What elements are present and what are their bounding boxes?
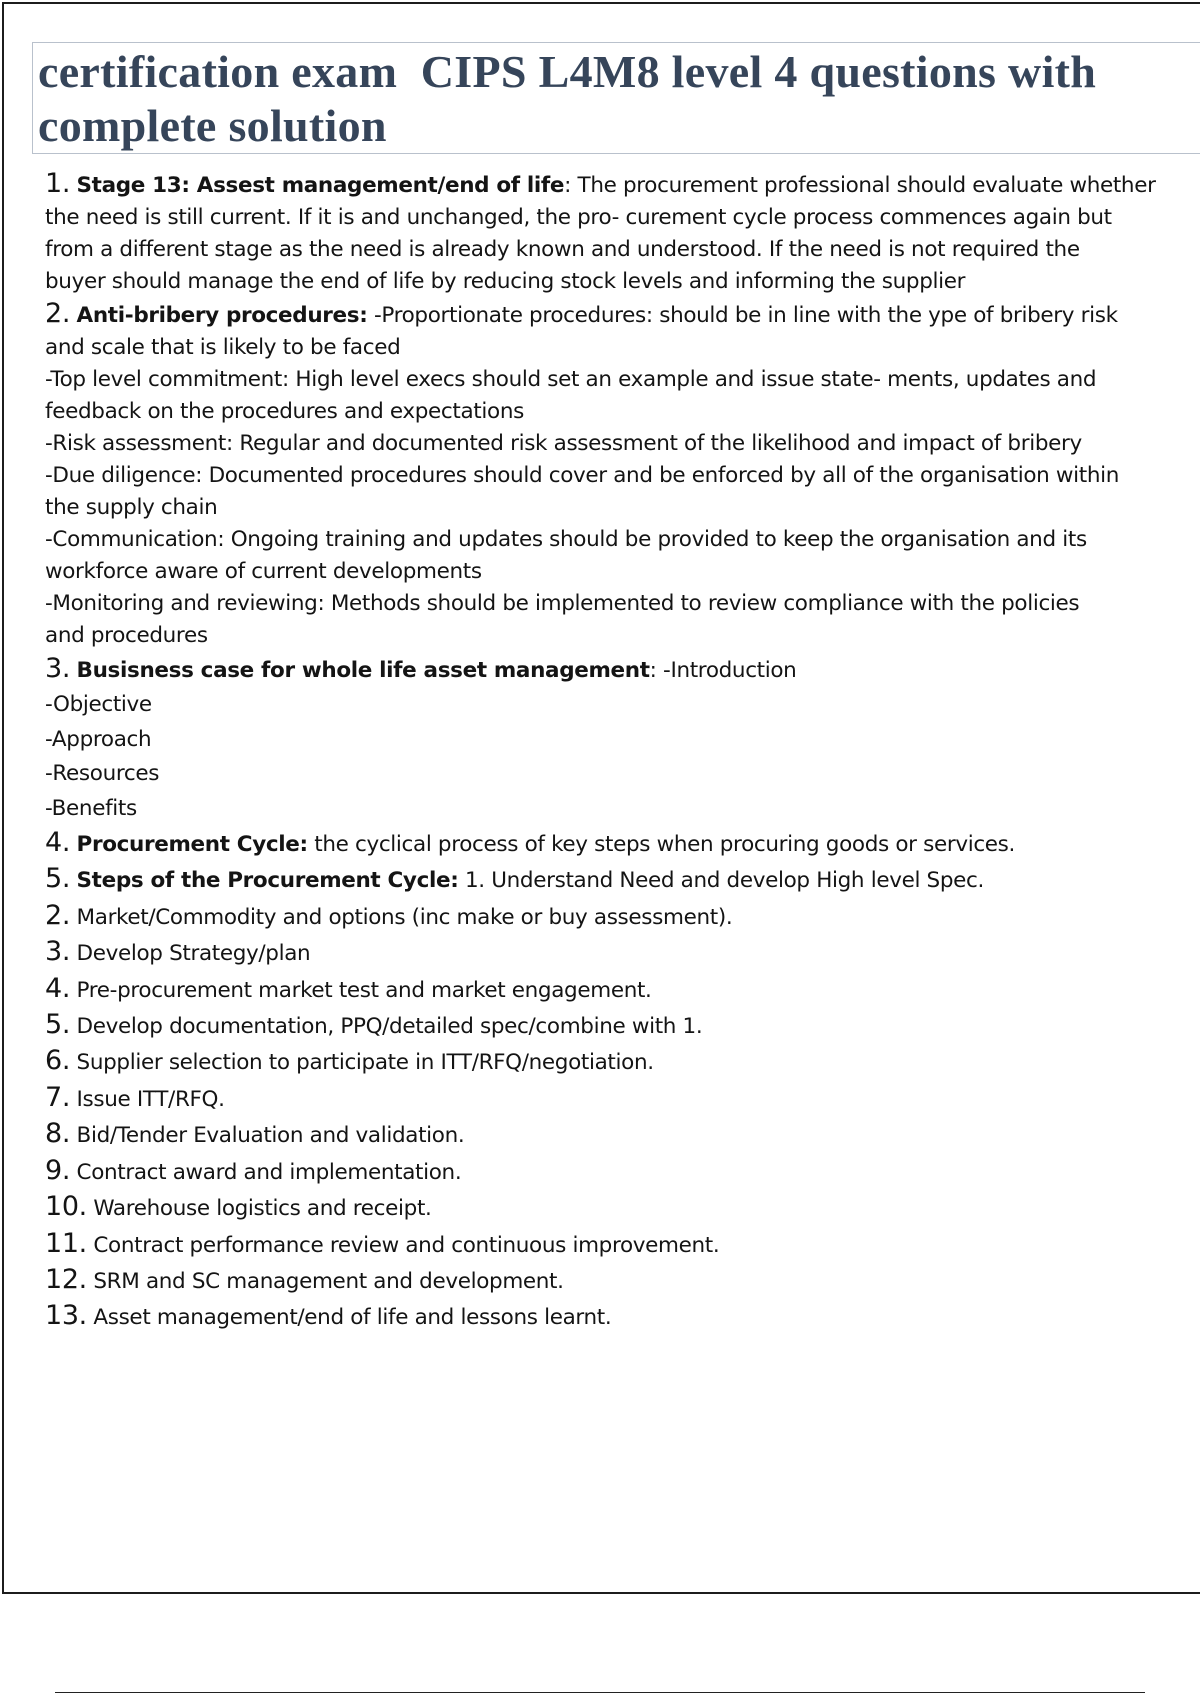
question-list xyxy=(45,168,1195,1336)
step-11 xyxy=(45,1227,1195,1263)
step-number: 12. xyxy=(45,1263,87,1295)
question-2 xyxy=(45,298,1195,652)
question-3 xyxy=(45,652,1195,826)
answer-text: -Risk assessment: Regular and documented risk assessment of the likelihood and impact of bribery xyxy=(45,431,1082,456)
answer-text: -Communication: Ongoing training and updates should be provided to keep the organisation and its xyxy=(45,527,1087,552)
step-number: 5. xyxy=(45,1009,71,1041)
title-box xyxy=(32,42,1200,154)
step-text: Issue ITT/RFQ. xyxy=(76,1086,225,1112)
title-line-2: complete solution xyxy=(38,100,387,151)
step-number: 9. xyxy=(45,1154,71,1186)
answer-text: feedback on the procedures and expectations xyxy=(45,399,524,424)
answer-text: and scale that is likely to be faced xyxy=(45,335,401,360)
question-term: Stage 13: Assest management/end of life xyxy=(76,173,565,198)
term-separator: : xyxy=(649,658,657,683)
step-number: 13. xyxy=(45,1300,87,1332)
step-number: 2. xyxy=(45,899,71,931)
answer-text: from a different stage as the need is already known and understood. If the need is not required the xyxy=(45,237,1080,262)
question-number: 4. xyxy=(45,827,71,859)
step-text: Develop Strategy/plan xyxy=(76,941,311,967)
step-text: Market/Commodity and options (inc make or buy assessment). xyxy=(76,904,733,930)
step-number: 8. xyxy=(45,1118,71,1150)
step-13 xyxy=(45,1299,1195,1335)
step-text: Bid/Tender Evaluation and validation. xyxy=(76,1123,465,1149)
answer-text: -Proportionate procedures: should be in line with the ype of bribery risk xyxy=(367,303,1118,328)
list-item: -Resources xyxy=(45,761,160,787)
list-item: -Approach xyxy=(45,726,152,752)
question-term: Procurement Cycle: xyxy=(76,832,308,858)
step-10 xyxy=(45,1190,1195,1226)
step-6 xyxy=(45,1044,1195,1080)
answer-text: -Top level commitment: High level execs should set an example and issue state- ments, updates and xyxy=(45,367,1097,392)
step-text: Contract performance review and continuous improvement. xyxy=(93,1232,720,1258)
question-term: Busisness case for whole life asset management xyxy=(76,658,650,683)
answer-text: buyer should manage the end of life by reducing stock levels and informing the supplier xyxy=(45,269,966,294)
answer-text: -Introduction xyxy=(656,658,797,683)
step-2 xyxy=(45,899,1195,935)
step-number: 7. xyxy=(45,1081,71,1113)
step-text: Asset management/end of life and lessons learnt. xyxy=(93,1305,612,1331)
answer-text: the cyclical process of key steps when procuring goods or services. xyxy=(307,832,1016,858)
step-number: 11. xyxy=(45,1227,87,1259)
term-separator: : xyxy=(564,173,572,198)
question-number: 1. xyxy=(45,168,71,199)
step-text: Warehouse logistics and receipt. xyxy=(93,1196,432,1222)
question-5 xyxy=(45,862,1195,898)
question-term: Anti-bribery procedures: xyxy=(76,303,368,328)
document-title xyxy=(38,45,1200,153)
footer-rule xyxy=(55,1692,1145,1693)
list-item: -Benefits xyxy=(45,795,137,821)
answer-text: the supply chain xyxy=(45,495,218,520)
step-number: 6. xyxy=(45,1045,71,1077)
list-item: -Objective xyxy=(45,692,152,718)
step-text: SRM and SC management and development. xyxy=(93,1268,564,1294)
step-text: Contract award and implementation. xyxy=(76,1159,462,1185)
step-number: 10. xyxy=(45,1191,87,1223)
answer-text: -Due diligence: Documented procedures should cover and be enforced by all of the organisation within xyxy=(45,463,1120,488)
question-1 xyxy=(45,168,1195,298)
question-4 xyxy=(45,826,1195,862)
question-term: Steps of the Procurement Cycle: xyxy=(76,868,459,894)
question-number: 5. xyxy=(45,863,71,895)
step-7 xyxy=(45,1081,1195,1117)
step-9 xyxy=(45,1154,1195,1190)
title-line-1: certification exam CIPS L4M8 level 4 questions with xyxy=(38,46,1097,97)
question-number: 3. xyxy=(45,653,71,684)
step-number: 4. xyxy=(45,972,71,1004)
answer-text: and procedures xyxy=(45,623,208,648)
step-text: Develop documentation, PPQ/detailed spec/combine with 1. xyxy=(76,1014,703,1040)
answer-text: workforce aware of current developments xyxy=(45,559,482,584)
step-4 xyxy=(45,972,1195,1008)
question-number: 2. xyxy=(45,298,71,329)
step-number: 3. xyxy=(45,936,71,968)
answer-text: -Monitoring and reviewing: Methods should be implemented to review compliance with the policies xyxy=(45,591,1080,616)
step-text: Supplier selection to participate in ITT/RFQ/negotiation. xyxy=(76,1050,654,1076)
step-5 xyxy=(45,1008,1195,1044)
step-12 xyxy=(45,1263,1195,1299)
answer-text: The procurement professional should evaluate whether xyxy=(571,173,1156,198)
answer-text: 1. Understand Need and develop High level Spec. xyxy=(458,868,984,894)
step-3 xyxy=(45,935,1195,971)
step-8 xyxy=(45,1117,1195,1153)
step-text: Pre-procurement market test and market engagement. xyxy=(76,977,652,1003)
answer-text: the need is still current. If it is and unchanged, the pro- curement cycle process commences again but xyxy=(45,205,1112,230)
